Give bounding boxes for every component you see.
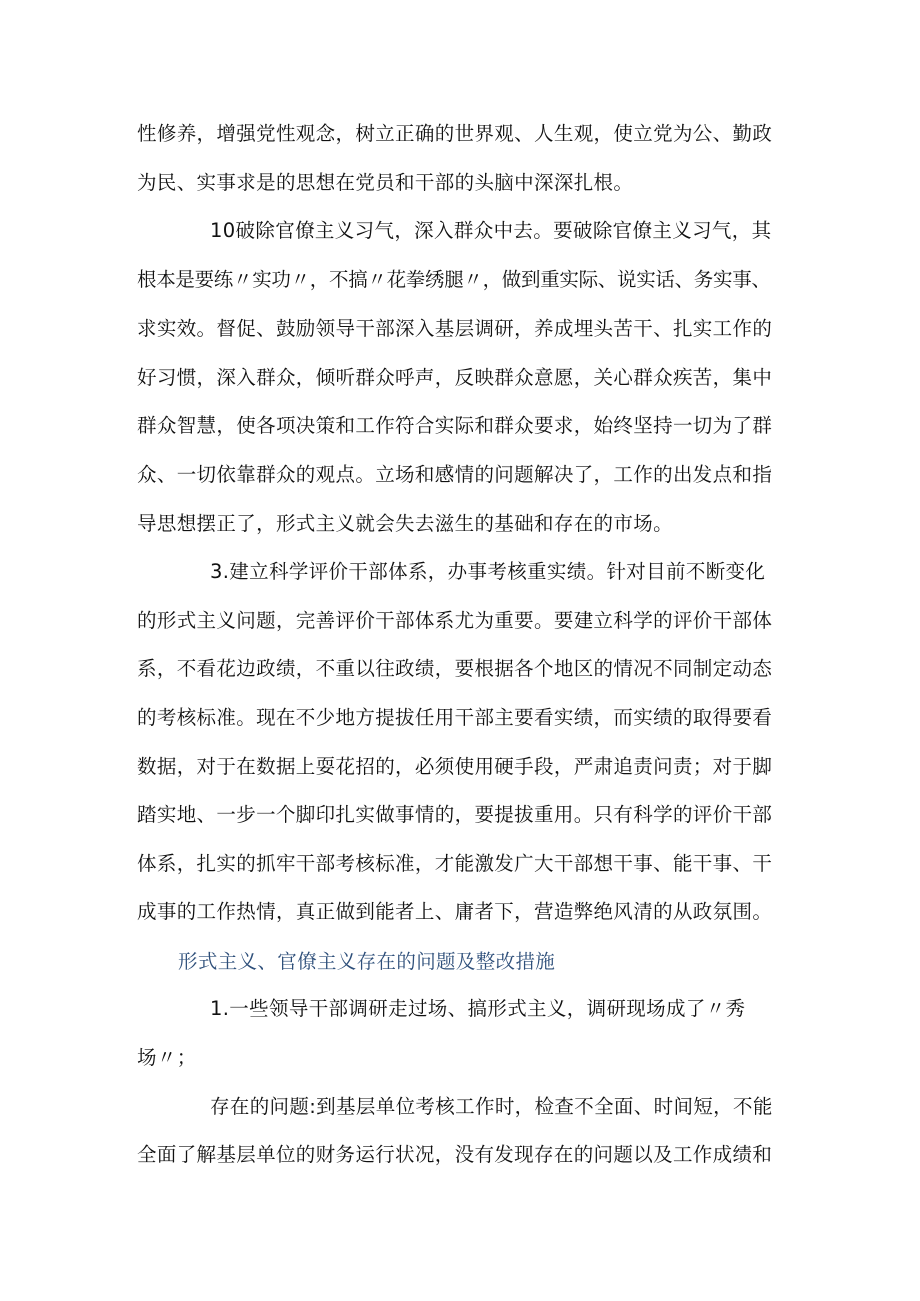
body-text-line: 根本是要练〃实功〃，不搞〃花拳绣腿〃，做到重实际、说实话、务实事、 xyxy=(137,268,771,291)
body-text-line: 为民、实事求是的思想在党员和干部的头脑中深深扎根。 xyxy=(137,171,634,194)
body-text-line: 全面了解基层单位的财务运行状况，没有发现存在的问题以及工作成绩和 xyxy=(137,1143,773,1166)
body-text-line: 数据，对于在数据上耍花招的，必须使用硬手段，严肃追责问责；对于脚 xyxy=(137,755,773,778)
paragraph-start-line: 存在的问题:到基层单位考核工作时，检查不全面、时间短，不能 xyxy=(210,1095,773,1118)
body-text-line: 场〃； xyxy=(137,1046,197,1069)
body-text-line: 体系，扎实的抓牢干部考核标准，才能激发广大干部想干事、能干事、干 xyxy=(137,852,773,875)
body-text-line: 群众智慧，使各项决策和工作符合实际和群众要求，始终坚持一切为了群 xyxy=(137,414,773,437)
body-text-line: 求实效。督促、鼓励领导干部深入基层调研，养成埋头苦干、扎实工作的 xyxy=(137,317,773,340)
paragraph-start-line: 1.一些领导干部调研走过场、搞形式主义，调研现场成了〃秀 xyxy=(210,997,746,1020)
paragraph-start-line: 10破除官僚主义习气，深入群众中去。要破除官僚主义习气，其 xyxy=(210,219,772,242)
body-text-line: 好习惯，深入群众，倾听群众呼声，反映群众意愿，关心群众疾苦，集中 xyxy=(137,366,773,389)
body-text-line: 众、一切依靠群众的观点。立场和感情的问题解决了，工作的出发点和指 xyxy=(137,463,773,486)
body-text-line: 踏实地、一步一个脚印扎实做事情的，要提拔重用。只有科学的评价干部 xyxy=(137,803,773,826)
body-text-line: 系，不看花边政绩，不重以往政绩，要根据各个地区的情况不同制定动态 xyxy=(137,657,773,680)
body-text-line: 成事的工作热情，真正做到能者上、庸者下，营造弊绝风清的从政氛围。 xyxy=(137,900,773,923)
paragraph-start-line: 3.建立科学评价干部体系，办事考核重实绩。针对目前不断变化 xyxy=(210,560,766,583)
body-text-line: 的形式主义问题，完善评价干部体系尤为重要。要建立科学的评价干部体 xyxy=(137,609,773,632)
body-text-line: 性修养，增强党性观念，树立正确的世界观、人生观，使立党为公、勤政 xyxy=(137,122,773,145)
body-text-line: 的考核标准。现在不少地方提拔任用干部主要看实绩，而实绩的取得要看 xyxy=(137,706,773,729)
body-text-line: 导思想摆正了，形式主义就会失去滋生的基础和存在的市场。 xyxy=(137,512,673,535)
section-heading: 形式主义、官僚主义存在的问题及整改措施 xyxy=(178,950,556,973)
